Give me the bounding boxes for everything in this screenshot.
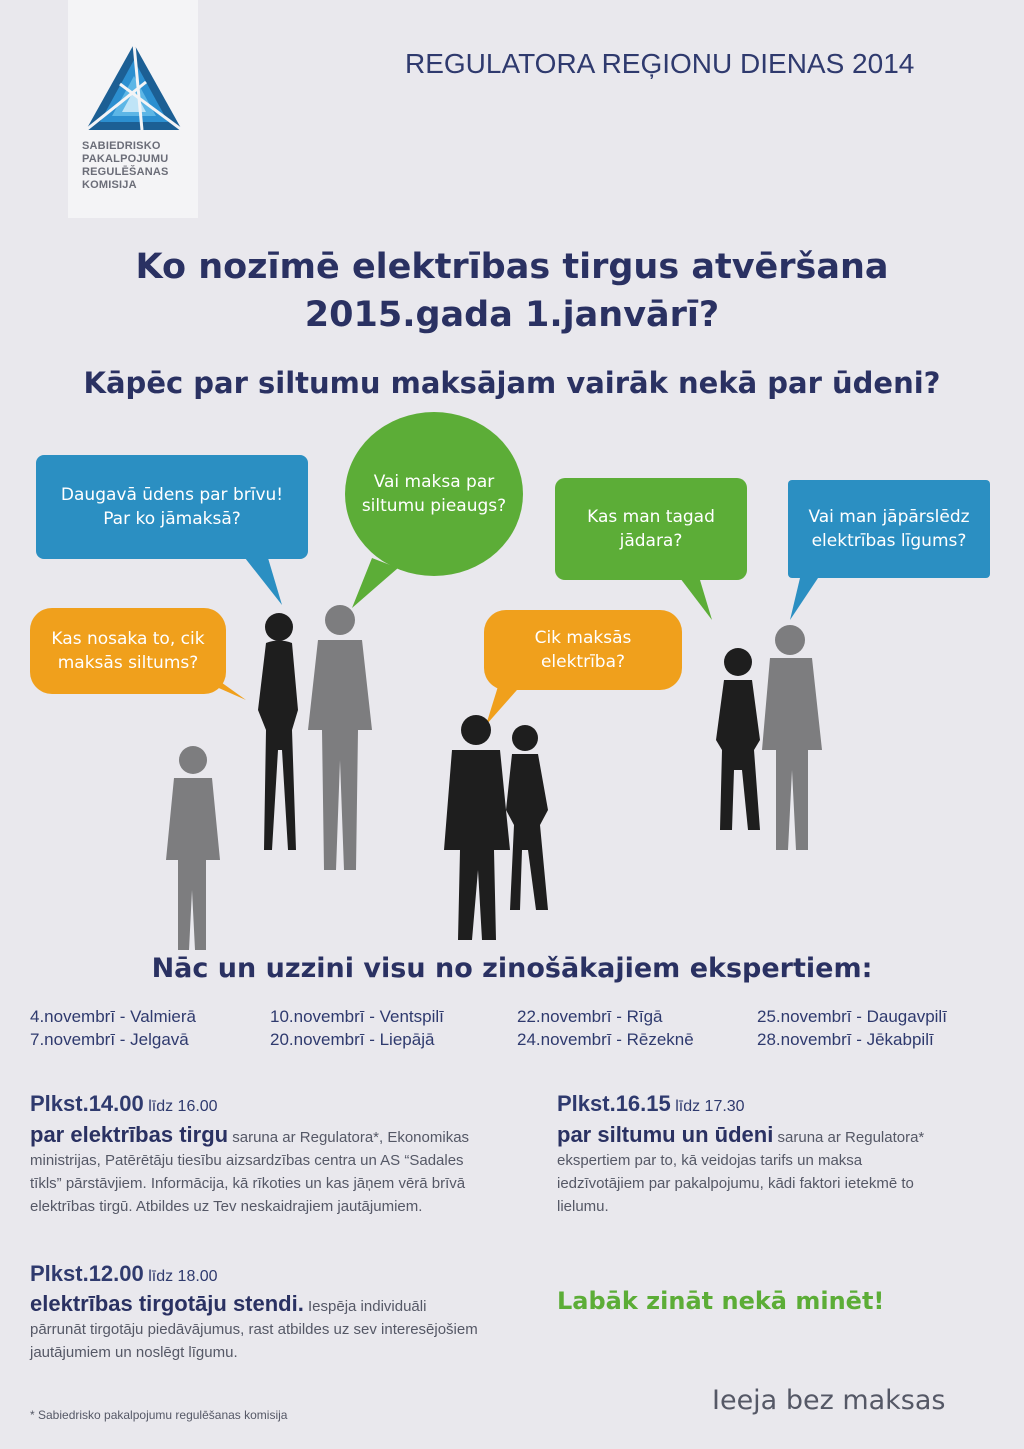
date-item: 22.novembrī - Rīgā: [517, 1007, 663, 1026]
bubble-line: Par ko jāmaksā?: [103, 509, 241, 529]
logo-line: PAKALPOJUMU: [82, 153, 169, 165]
silhouette-woman-3: [716, 648, 760, 830]
bubble-line: Vai maksa par: [373, 472, 495, 492]
bubble-line: jādara?: [619, 531, 683, 551]
speech-bubble: [484, 610, 682, 690]
tagline: Labāk zināt nekā minēt!: [557, 1287, 885, 1315]
bubble-line: siltumu pieaugs?: [361, 496, 507, 516]
date-item: 25.novembrī - Daugavpilī: [757, 1007, 947, 1026]
silhouette-man-3: [444, 715, 510, 940]
bubble-line: Daugavā ūdens par brīvu!: [60, 485, 284, 505]
logo-line: SABIEDRISKO: [82, 140, 161, 152]
session-1-time: [30, 1091, 218, 1117]
session-2-title: par siltumu un ūdeni: [557, 1122, 774, 1147]
session-3-title: elektrības tirgotāju stendi.: [30, 1291, 304, 1316]
logo-line: KOMISIJA: [82, 179, 137, 191]
free-entry-note: Ieeja bez maksas: [712, 1385, 946, 1416]
session-3-time: [30, 1261, 218, 1287]
session-3-text: Iespēja individuāli pārrunāt tirgotāju piedāvājumus, rast atbildes uz sev interesējošiem jautājumiem un noslēgt līgumu.: [30, 1298, 478, 1361]
silhouette-man-4: [762, 625, 822, 850]
date-item: 28.novembrī - Jēkabpilī: [757, 1030, 934, 1049]
speech-bubble: [36, 455, 308, 559]
bubble-line: Vai man jāpārslēdz: [808, 507, 970, 527]
bubble-line: Cik maksās: [534, 628, 632, 648]
session-1-time-end: līdz 16.00: [143, 1098, 218, 1115]
silhouette-woman-1: [258, 613, 298, 850]
main-heading-line-1: Ko nozīmē elektrības tirgus atvēršana: [135, 247, 889, 287]
date-item: 7.novembrī - Jelgavā: [30, 1030, 189, 1049]
logo-text: [82, 140, 194, 192]
bubble-tail: [790, 578, 818, 620]
session-2-time-start: Plkst.16.15: [557, 1091, 671, 1116]
bubble-tail: [245, 558, 282, 605]
date-item: 24.novembrī - Rēzeknē: [517, 1030, 694, 1049]
sub-heading: Kāpēc par siltumu maksājam vairāk nekā par ūdeni?: [83, 366, 941, 400]
session-2-description: [557, 1123, 947, 1218]
triangle-logo-icon: [84, 42, 184, 134]
silhouette-man-2: [166, 746, 220, 950]
session-3-time-start: Plkst.12.00: [30, 1261, 144, 1286]
bubble-line: maksās siltums?: [57, 653, 199, 673]
bubble-line: Kas man tagad: [587, 507, 715, 527]
session-3-description: [30, 1292, 480, 1364]
session-2-text: saruna ar Regulatora* ekspertiem par to, kā veidojas tarifs un maksa iedzīvotājiem par pakalpojumu, kādi faktori ietekmē to lielumu.: [557, 1129, 925, 1215]
main-heading-line-2: 2015.gada 1.janvārī?: [304, 295, 720, 335]
bubble-line: Kas nosaka to, cik: [51, 629, 205, 649]
session-1-title: par elektrības tirgu: [30, 1122, 229, 1147]
bubble-line: elektrības līgums?: [811, 531, 967, 551]
speech-bubble: [555, 478, 747, 580]
date-item: 4.novembrī - Valmierā: [30, 1007, 196, 1026]
speech-bubble: [345, 412, 523, 576]
silhouette-woman-2: [506, 725, 548, 910]
event-title: REGULATORA REĢIONU DIENAS 2014: [405, 48, 915, 79]
bubble-tail: [680, 578, 712, 620]
session-2-time-end: līdz 17.30: [670, 1098, 745, 1115]
session-3-time-end: līdz 18.00: [143, 1268, 218, 1285]
session-1-text: saruna ar Regulatora*, Ekonomikas ministrijas, Patērētāju tiesību aizsardzības centra un AS “Sadales tīkls” pārstāvjiem. Informācija, kā rīkoties un kas jāņem vērā brīvā elektrības tirgū. Atbildes uz Tev neskaidrajiem jautājumiem.: [30, 1129, 470, 1215]
speech-bubble: [30, 608, 226, 694]
silhouette-man-1: [308, 605, 372, 870]
footnote: * Sabiedrisko pakalpojumu regulēšanas komisija: [30, 1408, 288, 1422]
date-item: 20.novembrī - Liepājā: [270, 1030, 435, 1049]
cta-heading: Nāc un uzzini visu no zinošākajiem ekspertiem:: [151, 953, 873, 984]
logo-line: REGULĒŠANAS: [82, 166, 169, 178]
date-item: 10.novembrī - Ventspilī: [270, 1007, 444, 1026]
session-1-description: [30, 1123, 488, 1218]
speech-bubble: [788, 480, 990, 578]
bubble-line: elektrība?: [540, 652, 626, 672]
session-1-time-start: Plkst.14.00: [30, 1091, 144, 1116]
session-2-time: [557, 1091, 745, 1117]
